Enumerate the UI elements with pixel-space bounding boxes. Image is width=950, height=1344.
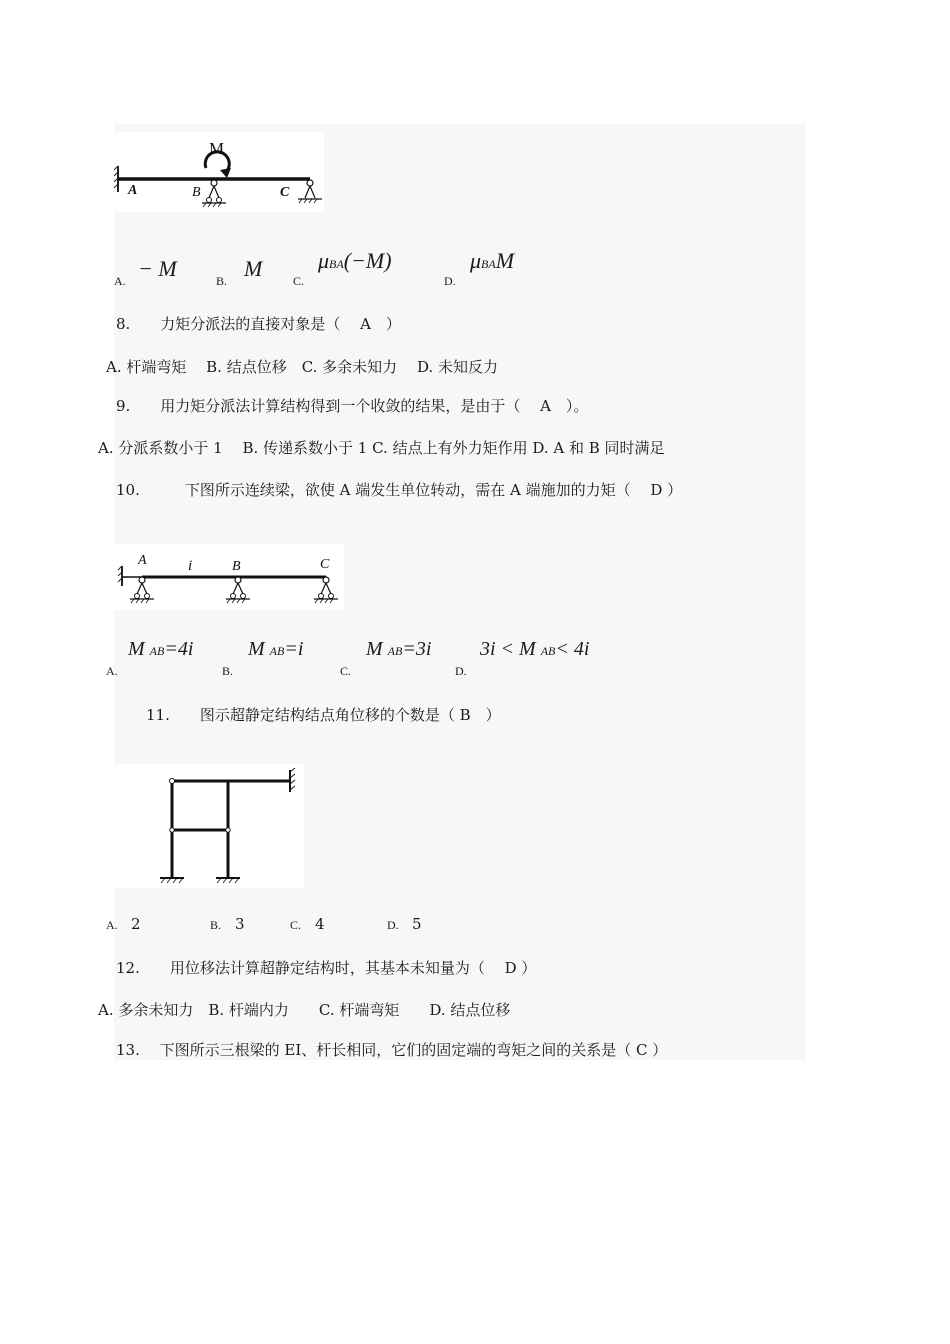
q10-option-c-expr — [366, 638, 431, 661]
q7-option-d-mu: μ — [470, 248, 482, 273]
q7-option-c-mu: μ — [318, 248, 330, 273]
q8-options: A. 杆端弯矩 B. 结点位移 C. 多余未知力 D. 未知反力 — [106, 358, 498, 376]
q7-label-b: B — [192, 185, 201, 200]
q11-option-b-value: 3 — [235, 915, 245, 933]
q10-label-i: i — [188, 558, 193, 574]
q13-stem: 13. 下图所示三根梁的 EI、杆长相同，它们的固定端的弯矩之间的关系是（ C ） — [116, 1041, 668, 1059]
q7-moment-label: M — [209, 139, 225, 158]
q7-option-c-letter: C. — [293, 274, 305, 288]
q11-option-c-letter: C. — [290, 918, 302, 932]
q10-option-b-sub: AB — [269, 644, 285, 658]
q7-option-a-letter: A. — [114, 274, 126, 288]
q10-option-b-expr — [248, 638, 303, 661]
q10-option-b-letter: B. — [222, 664, 234, 678]
q10-option-d-pre: 3i < M — [480, 638, 536, 660]
q10-stem: 10. 下图所示连续梁，欲使 A 端发生单位转动，需在 A 端施加的力矩（ D ） — [116, 481, 683, 499]
q10-option-d-expr — [480, 638, 589, 661]
q10-option-c-rest: =3i — [402, 638, 432, 660]
q7-option-c-sub: BA — [329, 257, 344, 271]
q9-options: A. 分派系数小于 1 B. 传递系数小于 1 C. 结点上有外力矩作用 D. A 和 B 同时满足 — [98, 439, 665, 457]
q11-option-b-letter: B. — [210, 918, 222, 932]
q10-option-c-m: M — [366, 638, 383, 660]
q10-option-a-expr — [128, 638, 193, 661]
q10-option-d-sub: AB — [540, 644, 556, 658]
q7-option-a-expr: − M — [138, 256, 177, 281]
q7-option-d-expr — [470, 248, 514, 274]
q10-option-a-m: M — [128, 638, 145, 660]
q10-option-b-m: M — [248, 638, 265, 660]
q7-option-d-sub: BA — [481, 257, 496, 271]
q11-option-a-letter: A. — [106, 918, 118, 932]
q7-option-b-expr: M — [244, 256, 263, 281]
q10-option-a-rest: =4i — [164, 638, 194, 660]
q10-label-b: B — [232, 559, 241, 574]
q7-label-a: A — [128, 183, 138, 198]
q7-option-d-letter: D. — [444, 274, 456, 288]
q11-option-a-value: 2 — [131, 915, 141, 933]
q10-label-a: A — [138, 553, 147, 568]
q10-option-a-letter: A. — [106, 664, 118, 678]
q11-stem: 11. 图示超静定结构结点角位移的个数是（ B ） — [146, 706, 501, 724]
q10-beam-figure — [114, 544, 344, 610]
q11-frame-figure — [114, 764, 304, 888]
q11-option-c-value: 4 — [315, 915, 325, 933]
q7-option-c-expr — [318, 248, 392, 274]
q11-option-d-value: 5 — [412, 915, 422, 933]
q7-option-c-rest: (−M) — [343, 248, 392, 273]
q12-options: A. 多余未知力 B. 杆端内力 C. 杆端弯矩 D. 结点位移 — [98, 1001, 511, 1019]
q12-stem: 12. 用位移法计算超静定结构时，其基本未知量为（ D ） — [116, 959, 537, 977]
q7-option-b-letter: B. — [216, 274, 228, 288]
q10-label-c: C — [320, 557, 330, 572]
q7-option-d-rest: M — [495, 248, 515, 273]
q10-option-b-rest: =i — [284, 638, 304, 660]
q10-option-a-sub: AB — [149, 644, 165, 658]
q8-stem: 8. 力矩分派法的直接对象是（ A ） — [116, 315, 401, 333]
q11-option-d-letter: D. — [387, 918, 399, 932]
q9-stem: 9. 用力矩分派法计算结构得到一个收敛的结果，是由于（ A ）。 — [116, 397, 589, 415]
q10-option-d-letter: D. — [455, 664, 467, 678]
q7-label-c: C — [280, 185, 290, 200]
q10-option-c-letter: C. — [340, 664, 352, 678]
q10-option-c-sub: AB — [387, 644, 403, 658]
q7-beam-figure — [114, 132, 324, 212]
q10-option-d-rest: < 4i — [555, 638, 590, 660]
